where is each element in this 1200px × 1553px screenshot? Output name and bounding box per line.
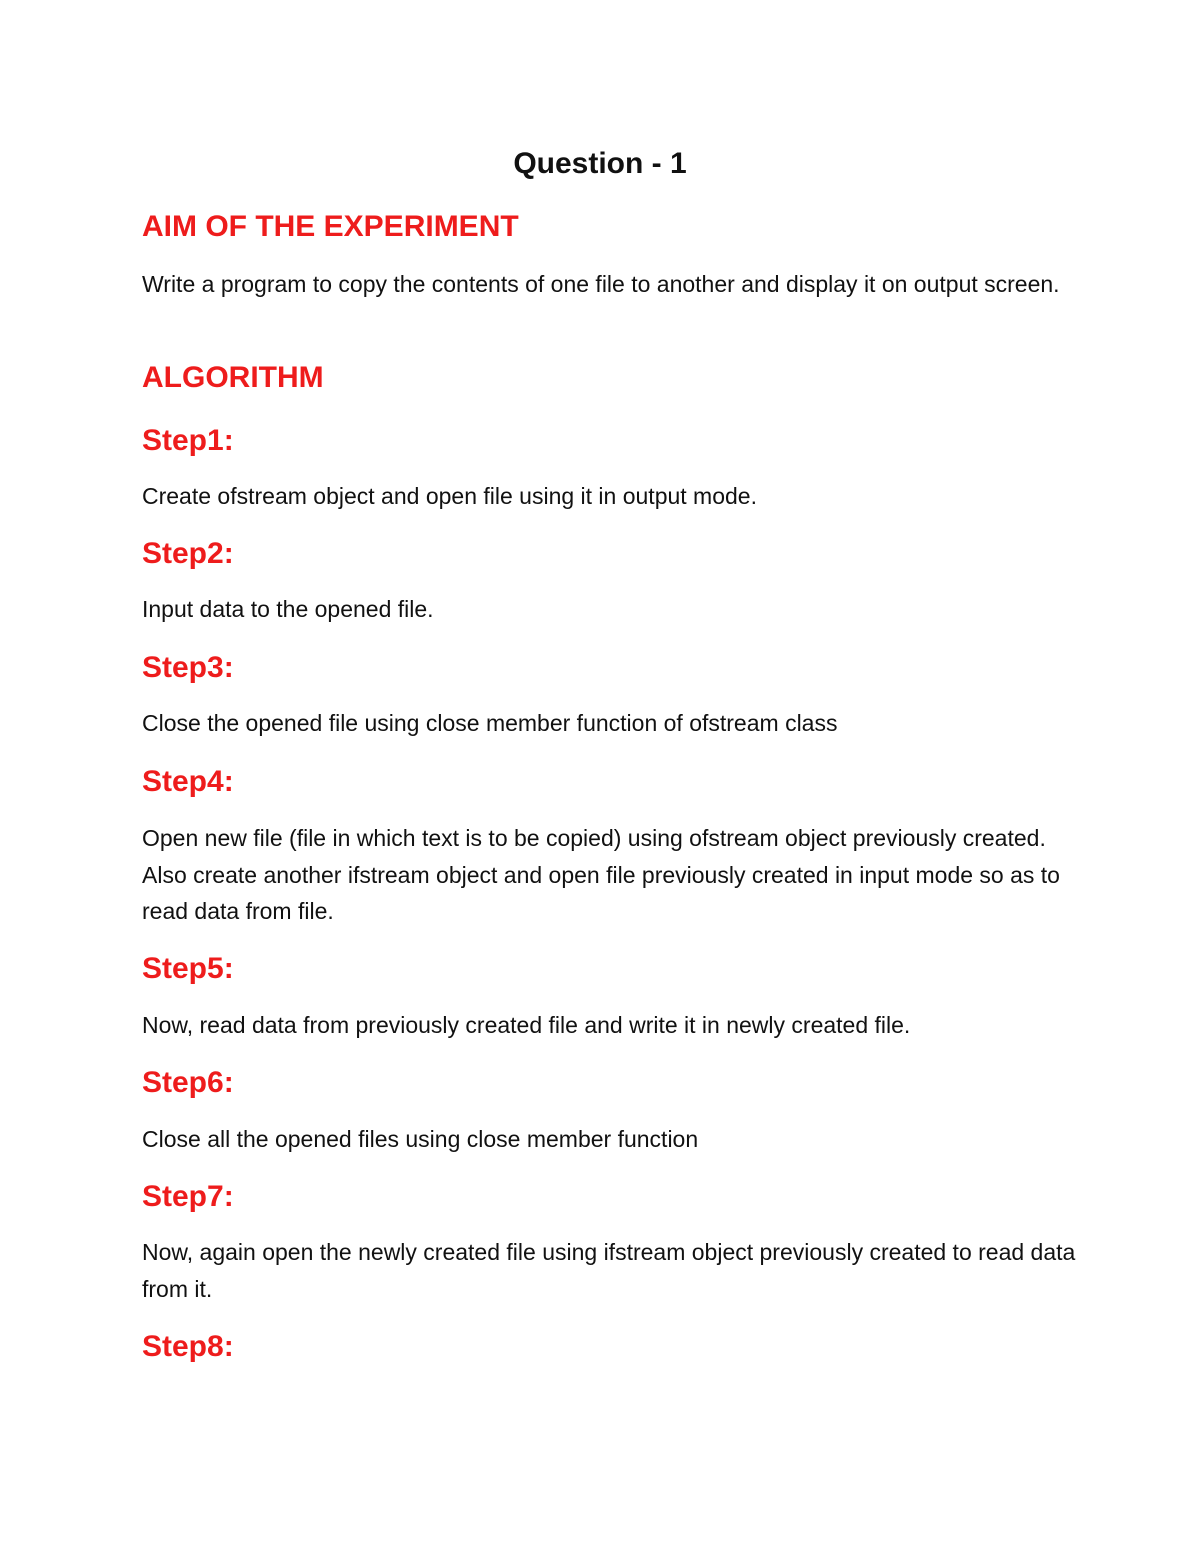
step-3-label: Step3: [142,651,234,684]
step-8-label: Step8: [142,1330,234,1363]
page-title: Question - 1 [513,147,687,180]
aim-text: Write a program to copy the contents of one file to another and display it on output screen. [142,271,1060,297]
step-7-text: Now, again open the newly created file using ifstream object previously created to read data from it. [142,1239,1076,1302]
step-5-text: Now, read data from previously created file and write it in newly created file. [142,1012,911,1038]
step-4-text: Open new file (file in which text is to be copied) using ofstream object previously created. Also create another ifstream object and open file previously created in input mode so as to read data from file. [142,825,1060,924]
step-5-label: Step5: [142,952,234,985]
algorithm-heading: ALGORITHM [142,361,324,394]
step-1-text: Create ofstream object and open file using it in output mode. [142,483,757,509]
aim-heading: AIM OF THE EXPERIMENT [142,210,519,243]
step-3-text: Close the opened file using close member function of ofstream class [142,710,838,736]
step-2-text: Input data to the opened file. [142,596,434,622]
step-6-label: Step6: [142,1066,234,1099]
step-7-label: Step7: [142,1180,234,1213]
step-6-text: Close all the opened files using close member function [142,1126,699,1152]
step-4-label: Step4: [142,765,234,798]
step-2-label: Step2: [142,537,234,570]
step-1-label: Step1: [142,424,234,457]
